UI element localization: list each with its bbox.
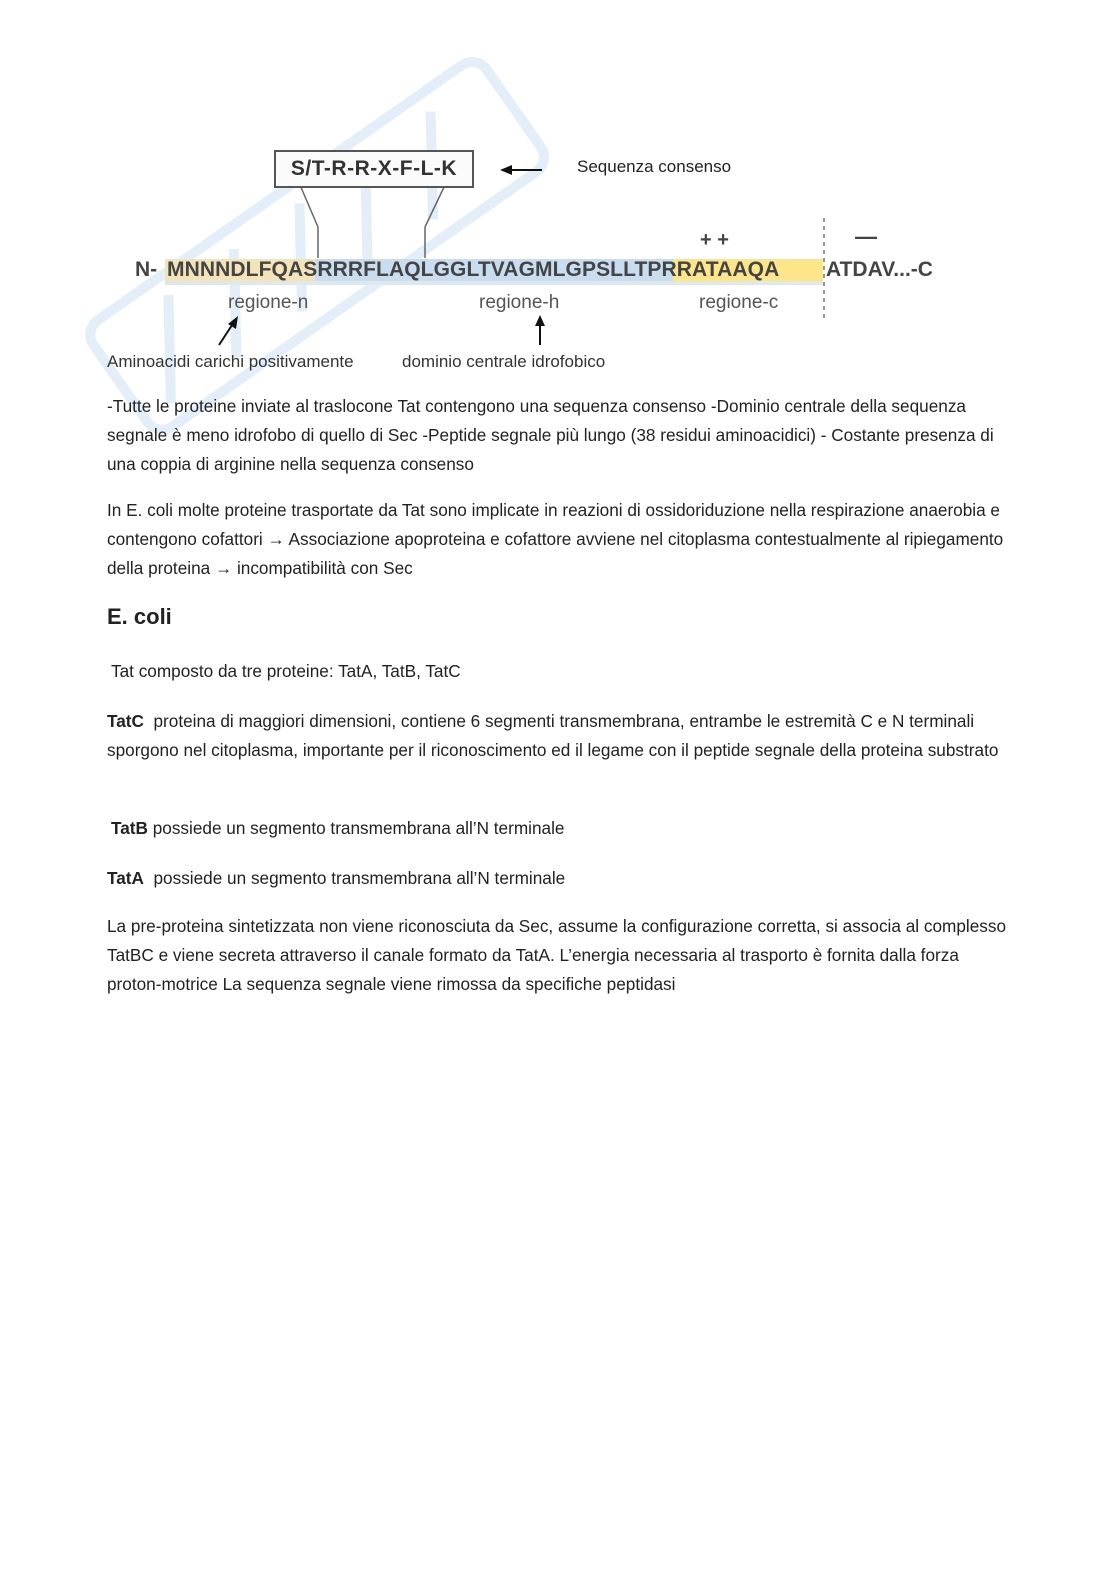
paragraph-tat-composition: Tat composto da tre proteine: TatA, TatB, TatC <box>111 661 461 681</box>
tatc-label: TatC <box>107 711 144 731</box>
consensus-connector-right <box>425 185 445 227</box>
arrow-left-icon <box>500 165 542 175</box>
annotation-hydrophobic-domain: dominio centrale idrofobico <box>402 352 606 371</box>
positive-charges: + + <box>700 229 729 251</box>
tatb-description: possiede un segmento transmembrana all’N terminale <box>152 818 565 838</box>
tata-label: TatA <box>107 868 144 888</box>
sequence-c-terminus: ATDAV...-C <box>826 258 933 281</box>
section-title: E. coli <box>107 604 172 629</box>
consensus-connector-left <box>300 185 318 227</box>
signal-sequence: MNNNDLFQASRRRFLAQLGGLTVAGMLGPSLLTPRRATAAQA <box>167 258 780 281</box>
region-h-label: regione-h <box>479 292 560 313</box>
tatc-description: proteina di maggiori dimensioni, contiene 6 segmenti transmembrana, entrambe le estremità C e N terminali sporgono nel citoplasma, importante per il riconoscimento ed il legame con il peptide segnale della proteina substrato <box>107 711 999 760</box>
negative-charge: — <box>855 224 877 249</box>
tata-description: possiede un segmento transmembrana all’N terminale <box>153 868 566 888</box>
arrow-up-icon <box>535 315 545 345</box>
signal-peptide-figure <box>0 0 1116 380</box>
paragraph-preprotein: La pre-proteina sintetizzata non viene riconosciuta da Sec, assume la configurazione corretta, si associa al complesso TatBC e viene secreta attraverso il canale formato da TatA. L’energia necessaria al trasporto è fornita dalla forza proton-motrice La sequenza segnale viene rimossa da specifiche peptidasi <box>107 916 1007 994</box>
annotation-positive-aa: Aminoacidi carichi positivamente <box>107 352 354 371</box>
region-c-label: regione-c <box>699 292 779 313</box>
consensus-sequence-box: S/T-R-R-X-F-L-K <box>274 150 474 188</box>
paragraph-tat-features: -Tutte le proteine inviate al traslocone Tat contengono una sequenza consenso -Dominio centrale della sequenza segnale è meno idrofobo di quello di Sec -Peptide segnale più lungo (38 residui aminoacidici) - Costante presenza di una coppia di arginine nella sequenza consenso <box>107 396 994 474</box>
arrow-up-right-icon <box>219 316 238 345</box>
paragraph-tatc <box>107 707 1007 765</box>
tatb-label: TatB <box>111 818 148 838</box>
consensus-label: Sequenza consenso <box>577 157 732 176</box>
figure-graphics <box>0 0 1116 380</box>
paragraph-tata <box>107 864 1007 893</box>
paragraph-tatb <box>111 814 1011 843</box>
sequence-n-terminus: N- <box>135 258 158 281</box>
paragraph-ecoli-redox: In E. coli molte proteine trasportate da Tat sono implicate in reazioni di ossidoriduzione nella respirazione anaerobia e contengono cofattori → Associazione apoproteina e cofattore avviene nel citoplasma contestualmente al ripiegamento della proteina → incompatibilità con Sec <box>107 500 1004 578</box>
region-n-label: regione-n <box>228 292 309 313</box>
